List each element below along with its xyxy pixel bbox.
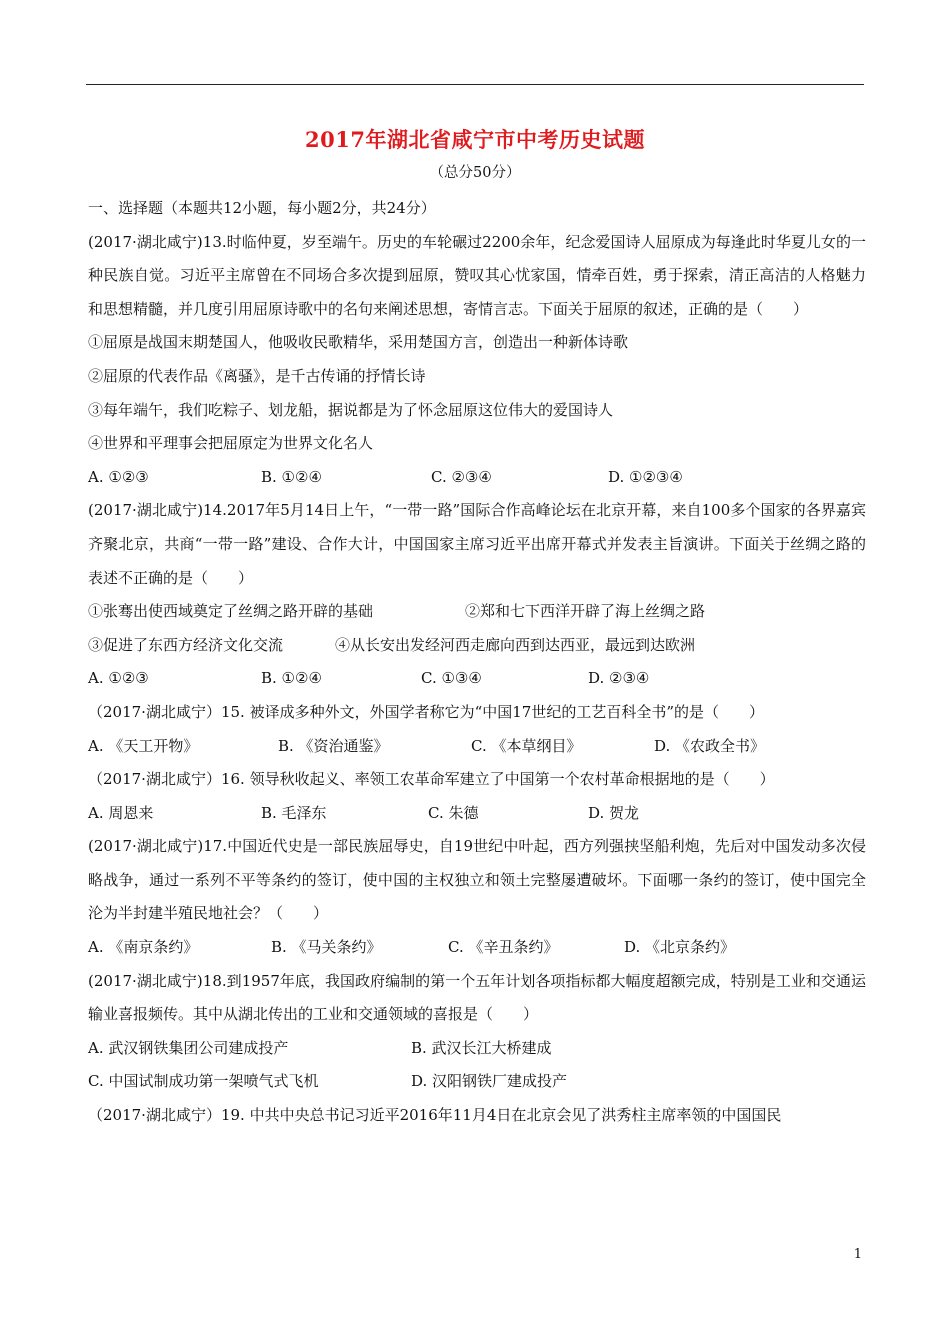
exam-content [88,192,866,1133]
question-17-option-b: B. 《马关条约》 [271,938,382,957]
question-14-option-d: D. ②③④ [588,669,650,688]
question-13-statement-2: ②屈原的代表作品《离骚》，是千古传诵的抒情长诗 [88,366,426,385]
question-18-stem: (2017·湖北咸宁)18.到1957年底，我国政府编制的第一个五年计划各项指标都大幅度超额完成，特别是工业和交通运输业喜报频传。其中从湖北传出的工业和交通领域的喜报是（ ） [88,971,866,1024]
question-18-options-row-2 [88,1065,866,1099]
question-14-statements-row-2 [88,629,866,663]
question-13-statement-1: ①屈原是战国末期楚国人，他吸收民歌精华，采用楚国方言，创造出一种新体诗歌 [88,333,629,352]
question-17-stem: (2017·湖北咸宁)17.中国近代史是一部民族屈辱史，自19世纪中叶起，西方列强挟坚船利炮，先后对中国发动多次侵略战争，通过一系列不平等条约的签订，使中国的主权独立和领土完整屡遭破坏。下面哪一条约的签订，使中国完全沦为半封建半殖民地社会？（ ） [88,837,866,923]
question-13-option-b: B. ①②④ [261,467,322,486]
question-15-option-a: A. 《天工开物》 [88,736,199,755]
question-17-option-d: D. 《北京条约》 [624,938,736,957]
question-16-option-d: D. 贺龙 [588,803,640,822]
question-14-statement-1: ①张骞出使西域奠定了丝绸之路开辟的基础 [88,602,374,621]
question-15-option-b: B. 《资治通鉴》 [278,736,389,755]
question-13-statement-4: ④世界和平理事会把屈原定为世界文化名人 [88,434,374,453]
question-14-statements-row-1 [88,595,866,629]
page-subtitle: （总分50分） [429,165,521,181]
question-18-option-b: B. 武汉长江大桥建成 [411,1038,552,1057]
question-18-option-a: A. 武汉钢铁集团公司建成投产 [88,1038,289,1057]
question-13-option-a: A. ①②③ [88,467,149,486]
question-14-option-b: B. ①②④ [261,669,322,688]
question-16-option-b: B. 毛泽东 [261,803,327,822]
question-17-option-c: C. 《辛丑条约》 [448,938,559,957]
question-13-statement-3: ③每年端午，我们吃粽子、划龙船，据说都是为了怀念屈原这位伟大的爱国诗人 [88,400,614,419]
question-15-option-d: D. 《农政全书》 [654,736,766,755]
question-15-options [88,730,866,764]
page-title: 2017年湖北省咸宁市中考历史试题 [305,127,645,152]
header-rule [86,84,864,85]
question-14-option-a: A. ①②③ [88,669,149,688]
question-15-option-c: C. 《本草纲目》 [471,736,582,755]
question-17-options [88,931,866,965]
question-14-statement-2: ②郑和七下西洋开辟了海上丝绸之路 [465,602,706,621]
question-15-stem: （2017·湖北咸宁）15. 被译成多种外文，外国学者称它为“中国17世纪的工艺百科全书”的是（ ） [88,702,764,721]
question-13-option-d: D. ①②③④ [608,467,683,486]
question-16-option-c: C. 朱德 [428,803,479,822]
question-13-options [88,461,866,495]
question-16-stem: （2017·湖北咸宁）16. 领导秋收起义、率领工农革命军建立了中国第一个农村革命根据地的是（ ） [88,770,775,789]
page-number: 1 [853,1247,862,1262]
question-14-options [88,662,866,696]
question-17-option-a: A. 《南京条约》 [88,938,199,957]
question-19-stem: （2017·湖北咸宁）19. 中共中央总书记习近平2016年11月4日在北京会见了洪秀柱主席率领的中国国民 [88,1106,782,1125]
question-16-options [88,797,866,831]
question-14-stem: (2017·湖北咸宁)14.2017年5月14日上午，“一带一路”国际合作高峰论坛在北京开幕，来自100多个国家的各界嘉宾齐聚北京，共商“一带一路”建设、合作大计，中国国家主席习近平出席开幕式并发表主旨演讲。下面关于丝绸之路的表述不正确的是（ ） [88,501,866,587]
question-18-option-c: C. 中国试制成功第一架喷气式飞机 [88,1072,319,1091]
question-14-statement-4: ④从长安出发经河西走廊向西到达西亚，最远到达欧洲 [335,635,696,654]
question-18-options-row-1 [88,1032,866,1066]
question-14-statement-3: ③促进了东西方经济文化交流 [88,635,284,654]
question-13-stem: (2017·湖北咸宁)13.时临仲夏，岁至端午。历史的车轮碾过2200余年，纪念爱国诗人屈原成为每逢此时华夏儿女的一种民族自觉。习近平主席曾在不同场合多次提到屈原，赞叹其心忧家国，情牵百姓，勇于探索，清正高洁的人格魅力和思想精髓，并几度引用屈原诗歌中的名句来阐述思想，寄情言志。下面关于屈原的叙述，正确的是（ ） [88,232,866,318]
question-16-option-a: A. 周恩来 [88,803,154,822]
question-14-option-c: C. ①③④ [421,669,482,688]
question-18-option-d: D. 汉阳钢铁厂建成投产 [411,1072,568,1091]
question-13-option-c: C. ②③④ [431,467,492,486]
section-heading: 一、选择题（本题共12小题，每小题2分，共24分） [88,199,436,217]
